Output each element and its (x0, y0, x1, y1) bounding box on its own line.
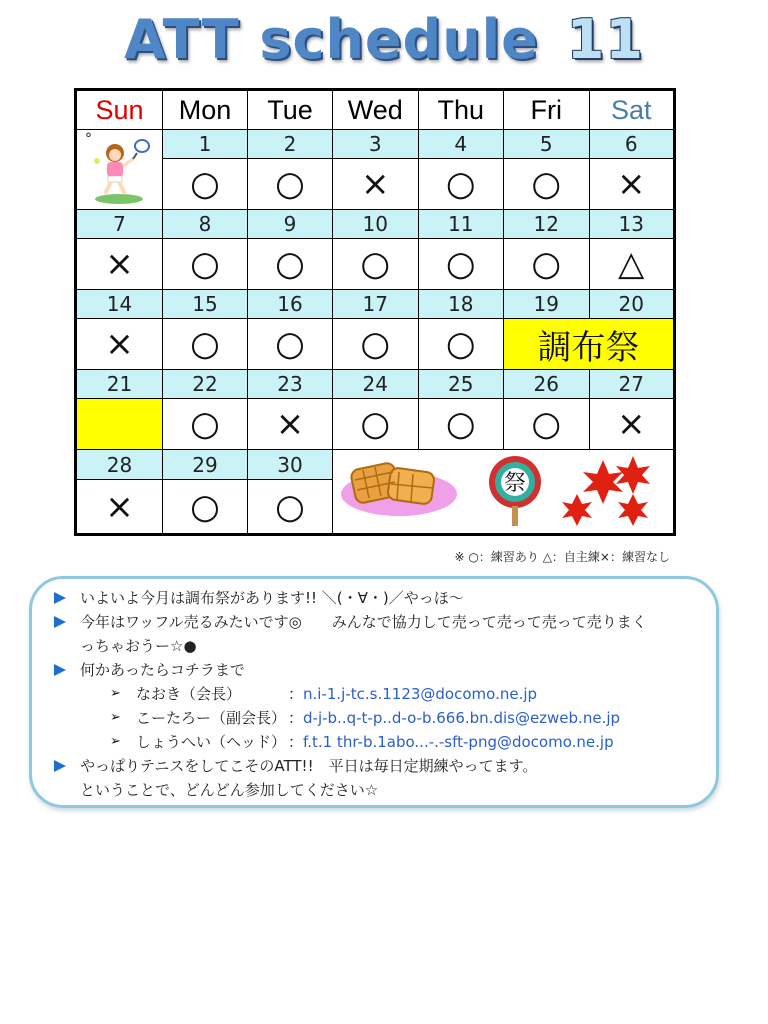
mark-row (76, 239, 675, 290)
contact-row (136, 731, 614, 752)
weekday-thu: Thu (418, 90, 504, 130)
contact-row (136, 707, 620, 728)
info-line-contact: 何かあったらコチラまで (80, 661, 245, 679)
date-cell: 2 (248, 130, 333, 159)
contact-name: しょうへい（ヘッド） (136, 733, 287, 751)
practice-mark: ○ (333, 319, 419, 370)
contact-sep: ： (288, 709, 304, 727)
festival-illustrations (333, 450, 675, 535)
practice-mark: ○ (163, 319, 248, 370)
arrow-bullet-icon (54, 664, 66, 676)
date-cell: 27 (589, 370, 675, 399)
weekday-mon: Mon (163, 90, 248, 130)
practice-mark: ○ (418, 319, 504, 370)
chevron-right-icon: ➢ (110, 734, 121, 749)
waffle-icon (341, 462, 457, 516)
info-line-waffle-cont: っちゃおうー☆● (80, 637, 197, 655)
practice-mark: ○ (418, 399, 504, 450)
maple-leaves-icon (562, 456, 650, 526)
date-cell: 16 (248, 290, 333, 319)
contact-sep: ： (288, 685, 304, 703)
info-line-practice: やっぱりテニスをしてこそのATT!! 平日は毎日定期練やってます。 (80, 757, 538, 775)
date-cell: 26 (504, 370, 590, 399)
contact-name: なおき（会長） (136, 685, 242, 703)
tennis-player-cell (76, 130, 163, 210)
date-cell: 15 (163, 290, 248, 319)
practice-mark: × (76, 319, 163, 370)
date-cell: 4 (418, 130, 504, 159)
practice-mark: △ (589, 239, 675, 290)
date-cell: 28 (76, 450, 163, 480)
date-cell: 17 (333, 290, 419, 319)
date-cell: 18 (418, 290, 504, 319)
date-cell: 7 (76, 210, 163, 239)
date-cell: 21 (76, 370, 163, 399)
date-cell: 23 (248, 370, 333, 399)
svg-text:祭: 祭 (503, 471, 527, 496)
mark-row (76, 319, 675, 370)
weekday-fri: Fri (504, 90, 590, 130)
festival-illustrations-svg (333, 450, 673, 528)
title-text: ATT schedule (124, 8, 539, 71)
contact-email[interactable]: n.i-1.j-tc.s.1123@docomo.ne.jp (303, 685, 538, 703)
festival-highlight-cell (76, 399, 163, 450)
date-cell: 20 (589, 290, 675, 319)
mark-row (76, 159, 675, 210)
info-box (29, 576, 719, 808)
calendar (74, 88, 676, 536)
info-line-join: ということで、どんどん参加してください☆ (80, 781, 379, 799)
practice-mark: ○ (504, 159, 590, 210)
practice-mark: × (76, 480, 163, 535)
contact-email[interactable]: f.t.1 thr-b.1abo...-.-sft-png@docomo.ne.jp (303, 733, 614, 751)
date-cell: 5 (504, 130, 590, 159)
practice-mark: × (76, 239, 163, 290)
practice-mark: ○ (418, 159, 504, 210)
contact-row (136, 683, 537, 704)
practice-mark: ○ (163, 239, 248, 290)
info-line-festival: いよいよ今月は調布祭があります!! ＼(・∀・)／やっほ〜 (80, 589, 464, 607)
practice-mark: ○ (504, 239, 590, 290)
date-cell: 29 (163, 450, 248, 480)
arrow-bullet-icon (54, 760, 66, 772)
contact-sep: ： (288, 733, 304, 751)
corner-dot: ° (85, 130, 92, 147)
festival-fan-icon (489, 456, 541, 526)
practice-mark: ○ (163, 399, 248, 450)
date-cell: 25 (418, 370, 504, 399)
practice-mark: ○ (248, 239, 333, 290)
contact-email[interactable]: d-j-b..q-t-p..d-o-b.666.bn.dis@ezweb.ne.jp (303, 709, 621, 727)
practice-mark: × (248, 399, 333, 450)
tennis-player-icon (89, 139, 153, 205)
page-title (0, 8, 768, 71)
practice-mark: × (333, 159, 419, 210)
date-cell: 19 (504, 290, 590, 319)
date-cell: 8 (163, 210, 248, 239)
legend-note: ※ ○：練習あり △：自主練×：練習なし (454, 550, 670, 564)
practice-mark: ○ (163, 159, 248, 210)
date-cell: 12 (504, 210, 590, 239)
practice-mark: ○ (418, 239, 504, 290)
date-cell: 24 (333, 370, 419, 399)
contact-name: こーたろー（副会長） (136, 709, 287, 727)
date-cell: 3 (333, 130, 419, 159)
weekday-sat: Sat (589, 90, 675, 130)
date-cell: 1 (163, 130, 248, 159)
date-cell: 22 (163, 370, 248, 399)
date-row (76, 210, 675, 239)
mark-row (76, 399, 675, 450)
weekday-sun: Sun (76, 90, 163, 130)
date-cell: 6 (589, 130, 675, 159)
practice-mark: ○ (248, 159, 333, 210)
arrow-bullet-icon (54, 592, 66, 604)
date-cell: 10 (333, 210, 419, 239)
practice-mark: ○ (163, 480, 248, 535)
date-row (76, 450, 675, 480)
chevron-right-icon: ➢ (110, 686, 121, 701)
chofu-festival-label: 調布祭 (504, 319, 675, 370)
practice-mark: × (589, 399, 675, 450)
date-cell: 14 (76, 290, 163, 319)
practice-mark: ○ (333, 399, 419, 450)
weekday-tue: Tue (248, 90, 333, 130)
date-row (76, 370, 675, 399)
arrow-bullet-icon (54, 616, 66, 628)
practice-mark: ○ (504, 399, 590, 450)
practice-mark: × (589, 159, 675, 210)
info-line-waffle: 今年はワッフル売るみたいです◎ みんなで協力して売って売って売って売りまく (80, 613, 647, 631)
weekday-wed: Wed (333, 90, 419, 130)
title-month: 11 (566, 8, 644, 71)
practice-mark: ○ (248, 319, 333, 370)
date-cell: 11 (418, 210, 504, 239)
practice-mark: ○ (333, 239, 419, 290)
date-row (76, 130, 675, 159)
date-row (76, 290, 675, 319)
practice-mark: ○ (248, 480, 333, 535)
weekday-header-row (76, 90, 675, 130)
date-cell: 13 (589, 210, 675, 239)
chevron-right-icon: ➢ (110, 710, 121, 725)
date-cell: 9 (248, 210, 333, 239)
date-cell: 30 (248, 450, 333, 480)
